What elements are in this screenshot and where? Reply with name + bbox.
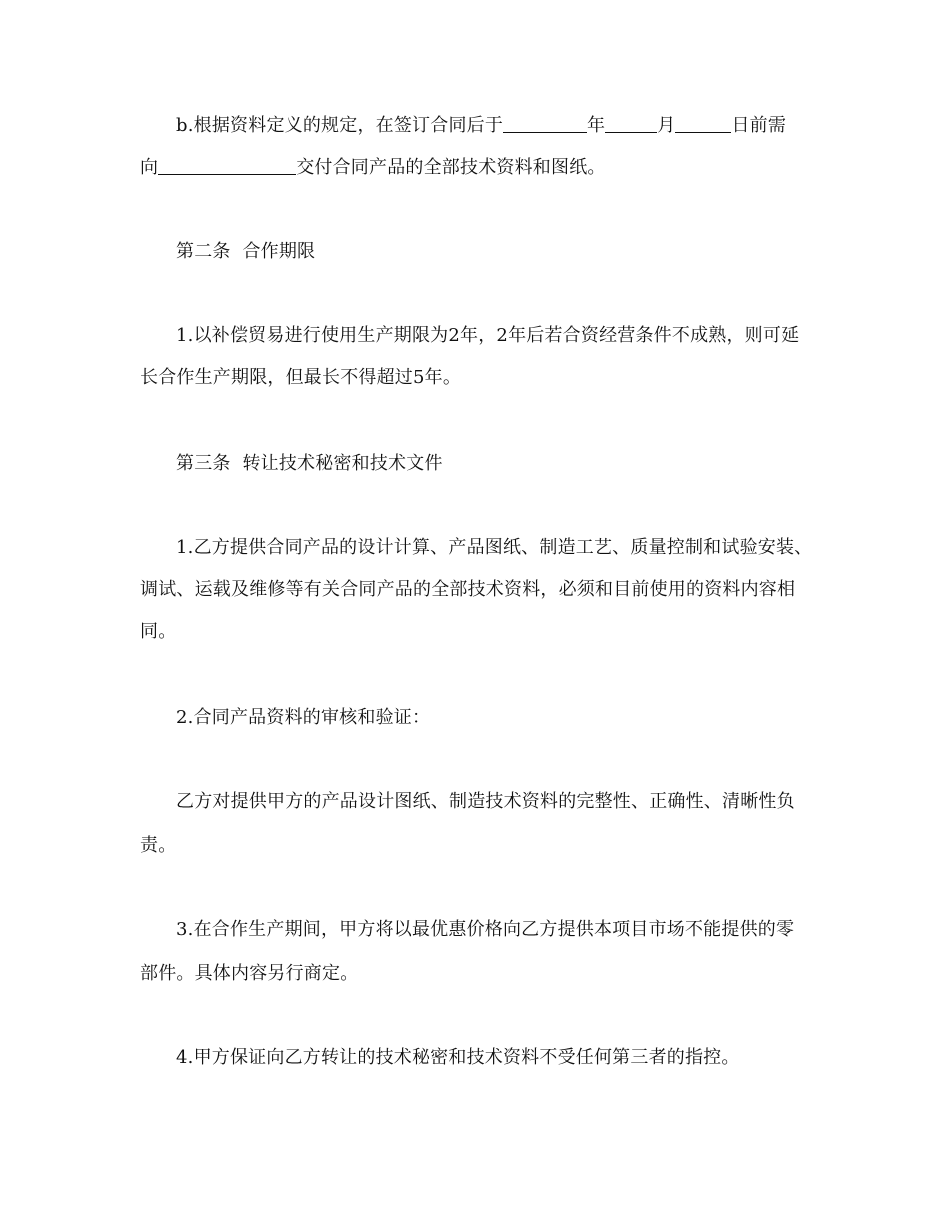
article3-heading: 第三条 转让技术秘密和技术文件 — [176, 453, 443, 474]
clause-b-line2 — [140, 156, 606, 180]
article3-item2: 2.合同产品资料的审核和验证： — [176, 707, 431, 728]
year-blank — [503, 114, 587, 133]
clause-b-prefix: b.根据资料定义的规定，在签订合同后于 — [176, 115, 504, 136]
article3-item3-line2: 部件。具体内容另行商定。 — [140, 963, 359, 984]
article2-heading: 第二条 合作期限 — [176, 241, 316, 262]
article3-item1-line3: 同。 — [140, 621, 177, 642]
article3-item3-line1: 3.在合作生产期间，甲方将以最优惠价格向乙方提供本项目市场不能提供的零 — [176, 919, 795, 940]
month-blank — [605, 114, 657, 133]
clause-b-line1 — [176, 114, 786, 138]
year-unit: 年 — [587, 115, 606, 136]
article3-item2-para-line2: 责。 — [140, 835, 177, 856]
article3-item1-line1: 1.乙方提供合同产品的设计计算、产品图纸、制造工艺、质量控制和试验安装、 — [176, 537, 813, 558]
article3-item2-para-line1: 乙方对提供甲方的产品设计图纸、制造技术资料的完整性、正确性、清晰性负 — [176, 791, 795, 812]
article3-item4: 4.甲方保证向乙方转让的技术秘密和技术资料不受任何第三者的指控。 — [176, 1047, 740, 1068]
article2-item1-line2: 长合作生产期限，但最长不得超过5年。 — [140, 367, 462, 388]
article3-item1-line2: 调试、运载及维修等有关合同产品的全部技术资料，必须和目前使用的资料内容相 — [140, 579, 796, 600]
article2-item1-line1: 1.以补偿贸易进行使用生产期限为2年，2年后若合资经营条件不成熟，则可延 — [176, 325, 800, 346]
day-blank — [675, 114, 731, 133]
recipient-blank — [158, 156, 296, 175]
day-suffix: 日前需 — [731, 115, 787, 136]
clause-b-line2-suffix: 交付合同产品的全部技术资料和图纸。 — [296, 157, 606, 178]
month-unit: 月 — [657, 115, 676, 136]
clause-b-line2-prefix: 向 — [140, 157, 159, 178]
